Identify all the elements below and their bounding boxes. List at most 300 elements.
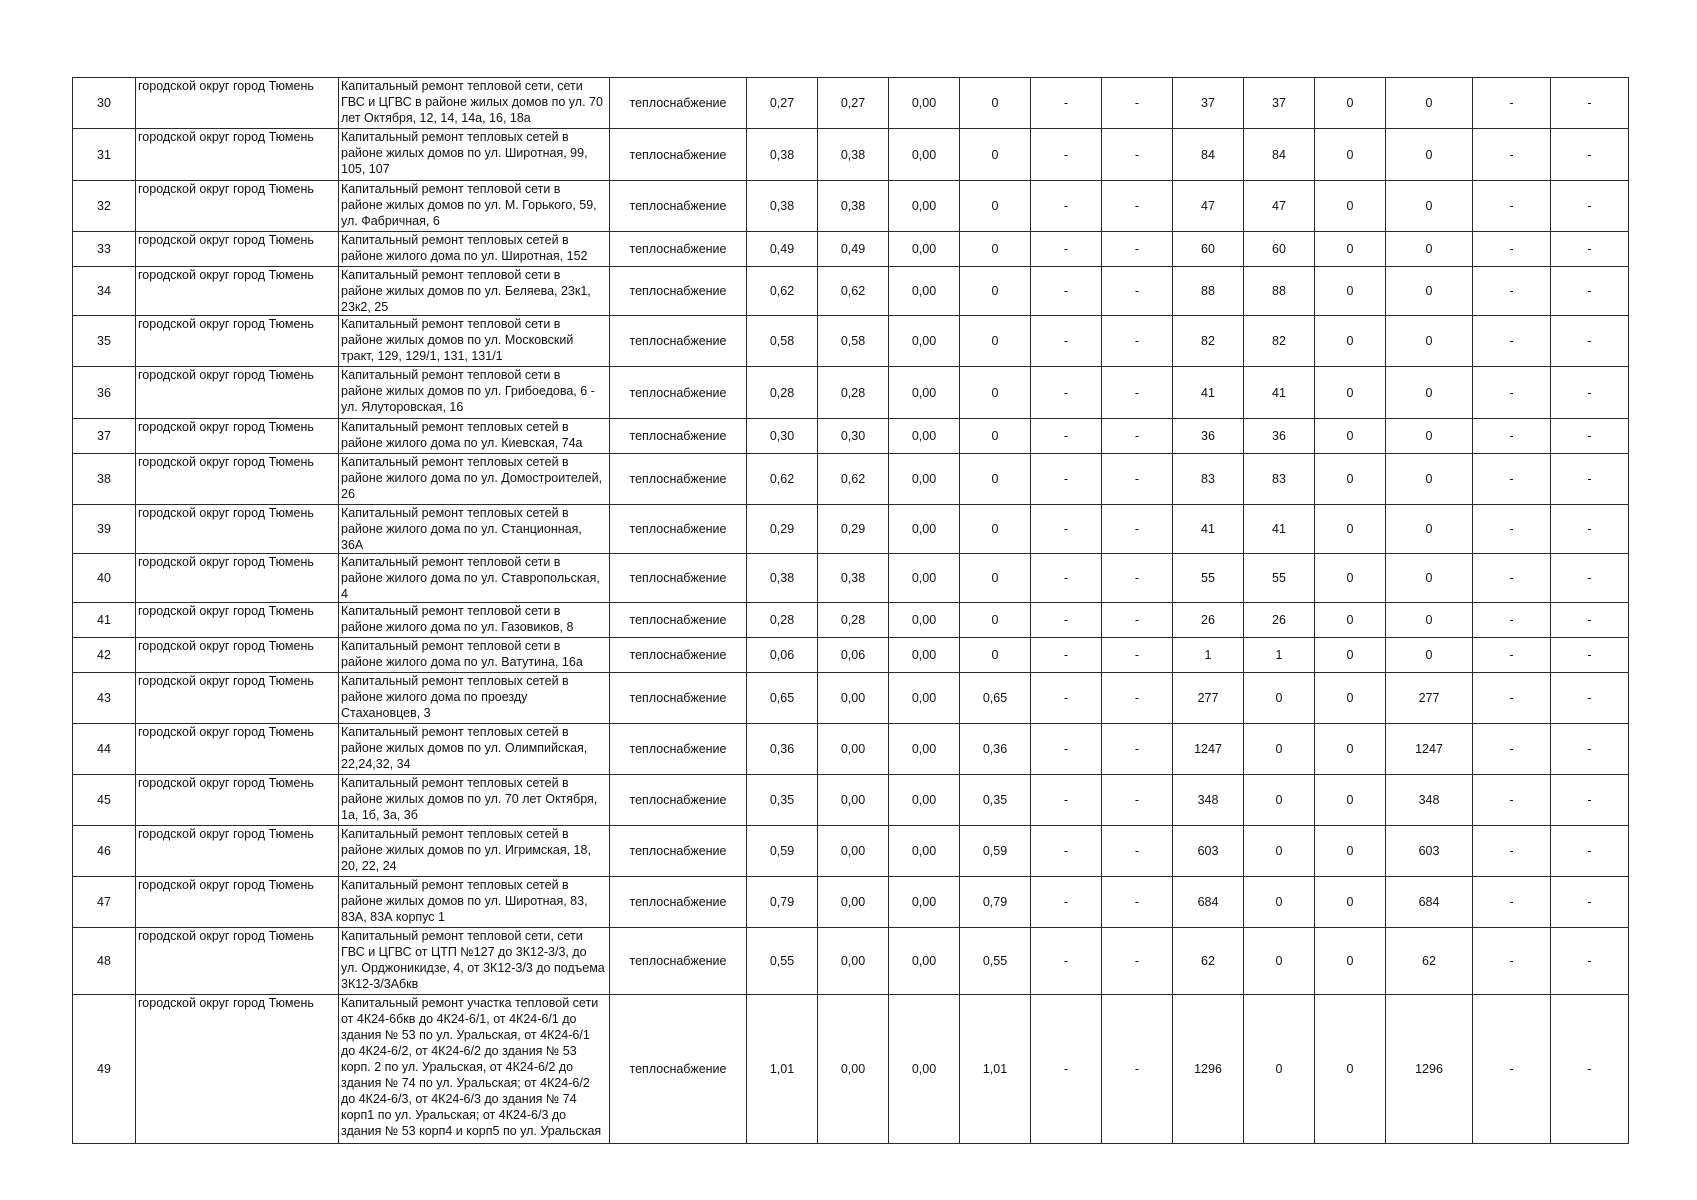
cell-value-12: - — [1551, 505, 1629, 554]
cell-value-3: 0,00 — [889, 995, 960, 1144]
cell-value-2: 0,62 — [818, 267, 889, 316]
cell-value-10: 348 — [1386, 775, 1473, 826]
cell-value-8: 0 — [1244, 928, 1315, 995]
cell-value-10: 0 — [1386, 419, 1473, 454]
cell-value-6: - — [1102, 505, 1173, 554]
cell-value-1: 0,55 — [747, 928, 818, 995]
cell-value-6: - — [1102, 638, 1173, 673]
table-row — [73, 554, 1629, 603]
cell-value-9: 0 — [1315, 232, 1386, 267]
cell-municipality: городской округ город Тюмень — [136, 129, 339, 181]
table-row — [73, 826, 1629, 877]
cell-work-description: Капитальный ремонт тепловой сети, сети ГВС и ЦГВС в районе жилых домов по ул. 70 лет Октября, 12, 14, 14а, 16, 18а — [339, 78, 610, 129]
cell-value-10: 62 — [1386, 928, 1473, 995]
cell-value-7: 83 — [1173, 454, 1244, 505]
cell-value-9: 0 — [1315, 638, 1386, 673]
cell-value-3: 0,00 — [889, 505, 960, 554]
cell-value-8: 60 — [1244, 232, 1315, 267]
cell-value-11: - — [1473, 419, 1551, 454]
cell-municipality: городской округ город Тюмень — [136, 638, 339, 673]
cell-value-6: - — [1102, 267, 1173, 316]
cell-value-3: 0,00 — [889, 129, 960, 181]
cell-work-description: Капитальный ремонт участка тепловой сети от 4К24-6бкв до 4К24-6/1, от 4К24-6/1 до здания № 53 по ул. Уральская, от 4К24-6/1 до 4К24-6/2, от 4К24-6/2 до здания № 53 корп. 2 по ул. Уральская, от 4К24-6/2 до здания № 74 по ул. Уральская; от 4К24-6/2 до 4К24-6/3, от 4К24-6/3 до здания № 74 корп1 по ул. Уральская; от 4К24-6/3 до здания № 53 корп4 и корп5 по ул. Уральская — [339, 995, 610, 1144]
cell-work-description: Капитальный ремонт тепловых сетей в районе жилого дома по проезду Стахановцев, 3 — [339, 673, 610, 724]
cell-value-3: 0,00 — [889, 928, 960, 995]
cell-value-9: 0 — [1315, 129, 1386, 181]
cell-municipality: городской округ город Тюмень — [136, 554, 339, 603]
table-body — [73, 78, 1629, 1144]
cell-value-10: 0 — [1386, 638, 1473, 673]
cell-value-5: - — [1031, 775, 1102, 826]
cell-row-number: 34 — [73, 267, 136, 316]
cell-value-9: 0 — [1315, 673, 1386, 724]
cell-value-6: - — [1102, 181, 1173, 232]
cell-municipality: городской округ город Тюмень — [136, 603, 339, 638]
cell-value-10: 0 — [1386, 267, 1473, 316]
cell-value-4: 0 — [960, 129, 1031, 181]
cell-value-8: 0 — [1244, 724, 1315, 775]
cell-value-12: - — [1551, 673, 1629, 724]
cell-municipality: городской округ город Тюмень — [136, 877, 339, 928]
cell-value-5: - — [1031, 181, 1102, 232]
cell-value-3: 0,00 — [889, 419, 960, 454]
cell-value-5: - — [1031, 928, 1102, 995]
cell-value-10: 0 — [1386, 232, 1473, 267]
cell-value-9: 0 — [1315, 775, 1386, 826]
cell-service-type: теплоснабжение — [610, 554, 747, 603]
cell-service-type: теплоснабжение — [610, 724, 747, 775]
cell-value-9: 0 — [1315, 505, 1386, 554]
cell-value-1: 0,59 — [747, 826, 818, 877]
cell-value-12: - — [1551, 232, 1629, 267]
cell-value-3: 0,00 — [889, 454, 960, 505]
cell-value-4: 0 — [960, 181, 1031, 232]
cell-service-type: теплоснабжение — [610, 826, 747, 877]
cell-value-12: - — [1551, 995, 1629, 1144]
cell-row-number: 39 — [73, 505, 136, 554]
cell-value-7: 1296 — [1173, 995, 1244, 1144]
cell-value-11: - — [1473, 181, 1551, 232]
cell-value-12: - — [1551, 928, 1629, 995]
cell-value-9: 0 — [1315, 181, 1386, 232]
cell-value-12: - — [1551, 826, 1629, 877]
table-row — [73, 877, 1629, 928]
cell-value-6: - — [1102, 78, 1173, 129]
cell-value-11: - — [1473, 877, 1551, 928]
cell-row-number: 41 — [73, 603, 136, 638]
cell-value-11: - — [1473, 603, 1551, 638]
cell-value-5: - — [1031, 232, 1102, 267]
cell-value-8: 47 — [1244, 181, 1315, 232]
cell-value-9: 0 — [1315, 419, 1386, 454]
cell-value-5: - — [1031, 995, 1102, 1144]
cell-value-11: - — [1473, 454, 1551, 505]
cell-service-type: теплоснабжение — [610, 505, 747, 554]
cell-value-9: 0 — [1315, 928, 1386, 995]
cell-value-4: 0 — [960, 454, 1031, 505]
cell-value-3: 0,00 — [889, 267, 960, 316]
cell-service-type: теплоснабжение — [610, 267, 747, 316]
cell-municipality: городской округ город Тюмень — [136, 78, 339, 129]
cell-value-12: - — [1551, 181, 1629, 232]
cell-value-4: 0 — [960, 78, 1031, 129]
cell-municipality: городской округ город Тюмень — [136, 267, 339, 316]
cell-value-4: 0,79 — [960, 877, 1031, 928]
table-row — [73, 775, 1629, 826]
cell-value-3: 0,00 — [889, 673, 960, 724]
cell-value-4: 0 — [960, 267, 1031, 316]
cell-service-type: теплоснабжение — [610, 775, 747, 826]
cell-value-11: - — [1473, 505, 1551, 554]
cell-value-10: 0 — [1386, 129, 1473, 181]
cell-value-12: - — [1551, 603, 1629, 638]
cell-row-number: 43 — [73, 673, 136, 724]
cell-row-number: 48 — [73, 928, 136, 995]
cell-value-5: - — [1031, 78, 1102, 129]
cell-value-3: 0,00 — [889, 877, 960, 928]
cell-municipality: городской округ город Тюмень — [136, 775, 339, 826]
cell-value-10: 0 — [1386, 603, 1473, 638]
cell-work-description: Капитальный ремонт тепловой сети в районе жилого дома по ул. Ставропольская, 4 — [339, 554, 610, 603]
table-row — [73, 419, 1629, 454]
cell-value-10: 603 — [1386, 826, 1473, 877]
cell-value-4: 0 — [960, 505, 1031, 554]
table-row — [73, 316, 1629, 367]
cell-service-type: теплоснабжение — [610, 673, 747, 724]
cell-value-4: 1,01 — [960, 995, 1031, 1144]
cell-value-7: 47 — [1173, 181, 1244, 232]
cell-value-11: - — [1473, 367, 1551, 419]
cell-value-2: 0,06 — [818, 638, 889, 673]
cell-value-3: 0,00 — [889, 724, 960, 775]
cell-value-8: 0 — [1244, 775, 1315, 826]
cell-value-6: - — [1102, 454, 1173, 505]
cell-service-type: теплоснабжение — [610, 928, 747, 995]
cell-work-description: Капитальный ремонт тепловых сетей в районе жилого дома по ул. Широтная, 152 — [339, 232, 610, 267]
cell-value-2: 0,00 — [818, 724, 889, 775]
table-row — [73, 267, 1629, 316]
cell-value-5: - — [1031, 673, 1102, 724]
cell-value-10: 0 — [1386, 181, 1473, 232]
cell-row-number: 38 — [73, 454, 136, 505]
cell-value-10: 684 — [1386, 877, 1473, 928]
cell-value-12: - — [1551, 638, 1629, 673]
cell-value-6: - — [1102, 129, 1173, 181]
cell-value-9: 0 — [1315, 826, 1386, 877]
cell-municipality: городской округ город Тюмень — [136, 419, 339, 454]
cell-value-8: 84 — [1244, 129, 1315, 181]
cell-value-6: - — [1102, 995, 1173, 1144]
cell-value-6: - — [1102, 419, 1173, 454]
cell-value-10: 0 — [1386, 367, 1473, 419]
cell-value-2: 0,38 — [818, 181, 889, 232]
cell-value-10: 1247 — [1386, 724, 1473, 775]
cell-service-type: теплоснабжение — [610, 454, 747, 505]
cell-value-5: - — [1031, 367, 1102, 419]
cell-value-7: 26 — [1173, 603, 1244, 638]
cell-value-1: 0,36 — [747, 724, 818, 775]
cell-value-5: - — [1031, 603, 1102, 638]
cell-value-7: 1247 — [1173, 724, 1244, 775]
cell-value-4: 0 — [960, 232, 1031, 267]
cell-row-number: 36 — [73, 367, 136, 419]
cell-value-11: - — [1473, 928, 1551, 995]
cell-municipality: городской округ город Тюмень — [136, 995, 339, 1144]
cell-value-2: 0,30 — [818, 419, 889, 454]
cell-value-8: 82 — [1244, 316, 1315, 367]
cell-value-7: 55 — [1173, 554, 1244, 603]
cell-value-8: 1 — [1244, 638, 1315, 673]
cell-value-2: 0,27 — [818, 78, 889, 129]
cell-value-3: 0,00 — [889, 603, 960, 638]
cell-value-10: 0 — [1386, 505, 1473, 554]
cell-value-8: 36 — [1244, 419, 1315, 454]
cell-value-8: 83 — [1244, 454, 1315, 505]
cell-value-6: - — [1102, 877, 1173, 928]
cell-value-3: 0,00 — [889, 826, 960, 877]
cell-value-6: - — [1102, 554, 1173, 603]
cell-value-10: 0 — [1386, 316, 1473, 367]
cell-value-9: 0 — [1315, 995, 1386, 1144]
cell-value-3: 0,00 — [889, 554, 960, 603]
cell-value-10: 277 — [1386, 673, 1473, 724]
cell-value-4: 0 — [960, 554, 1031, 603]
cell-value-2: 0,29 — [818, 505, 889, 554]
cell-work-description: Капитальный ремонт тепловых сетей в районе жилых домов по ул. 70 лет Октября, 1а, 1б, 3а, 3б — [339, 775, 610, 826]
cell-row-number: 46 — [73, 826, 136, 877]
cell-service-type: теплоснабжение — [610, 129, 747, 181]
cell-row-number: 47 — [73, 877, 136, 928]
cell-value-12: - — [1551, 554, 1629, 603]
cell-value-4: 0,59 — [960, 826, 1031, 877]
cell-value-7: 60 — [1173, 232, 1244, 267]
cell-value-11: - — [1473, 724, 1551, 775]
cell-value-7: 88 — [1173, 267, 1244, 316]
cell-row-number: 31 — [73, 129, 136, 181]
cell-row-number: 32 — [73, 181, 136, 232]
cell-row-number: 37 — [73, 419, 136, 454]
cell-value-2: 0,00 — [818, 673, 889, 724]
cell-value-2: 0,28 — [818, 603, 889, 638]
cell-work-description: Капитальный ремонт тепловых сетей в районе жилых домов по ул. Широтная, 99, 105, 107 — [339, 129, 610, 181]
cell-service-type: теплоснабжение — [610, 603, 747, 638]
cell-value-8: 55 — [1244, 554, 1315, 603]
cell-value-8: 41 — [1244, 505, 1315, 554]
cell-work-description: Капитальный ремонт тепловых сетей в районе жилых домов по ул. Олимпийская, 22,24,32, 34 — [339, 724, 610, 775]
cell-value-9: 0 — [1315, 367, 1386, 419]
cell-service-type: теплоснабжение — [610, 316, 747, 367]
cell-municipality: городской округ город Тюмень — [136, 826, 339, 877]
cell-value-9: 0 — [1315, 78, 1386, 129]
cell-value-11: - — [1473, 554, 1551, 603]
cell-municipality: городской округ город Тюмень — [136, 724, 339, 775]
cell-work-description: Капитальный ремонт тепловой сети в районе жилых домов по ул. Московский тракт, 129, 129/1, 131, 131/1 — [339, 316, 610, 367]
cell-value-3: 0,00 — [889, 78, 960, 129]
cell-value-2: 0,00 — [818, 826, 889, 877]
cell-value-3: 0,00 — [889, 181, 960, 232]
cell-value-2: 0,58 — [818, 316, 889, 367]
cell-work-description: Капитальный ремонт тепловой сети, сети ГВС и ЦГВС от ЦТП №127 до 3К12-3/3, до ул. Орджоникидзе, 4, от 3К12-3/3 до подъема 3К12-3/3Абкв — [339, 928, 610, 995]
cell-value-8: 41 — [1244, 367, 1315, 419]
cell-municipality: городской округ город Тюмень — [136, 505, 339, 554]
table-row — [73, 232, 1629, 267]
cell-value-5: - — [1031, 724, 1102, 775]
cell-value-11: - — [1473, 267, 1551, 316]
cell-service-type: теплоснабжение — [610, 367, 747, 419]
cell-value-2: 0,28 — [818, 367, 889, 419]
cell-value-12: - — [1551, 129, 1629, 181]
cell-value-2: 0,38 — [818, 129, 889, 181]
cell-value-6: - — [1102, 232, 1173, 267]
cell-value-1: 0,62 — [747, 267, 818, 316]
cell-row-number: 35 — [73, 316, 136, 367]
cell-value-9: 0 — [1315, 454, 1386, 505]
cell-value-12: - — [1551, 877, 1629, 928]
cell-value-1: 0,65 — [747, 673, 818, 724]
cell-municipality: городской округ город Тюмень — [136, 367, 339, 419]
cell-value-3: 0,00 — [889, 367, 960, 419]
cell-value-8: 0 — [1244, 877, 1315, 928]
cell-value-1: 0,38 — [747, 554, 818, 603]
cell-value-2: 0,00 — [818, 928, 889, 995]
cell-value-1: 0,30 — [747, 419, 818, 454]
cell-value-6: - — [1102, 928, 1173, 995]
cell-value-11: - — [1473, 638, 1551, 673]
cell-work-description: Капитальный ремонт тепловой сети в районе жилого дома по ул. Газовиков, 8 — [339, 603, 610, 638]
cell-value-7: 603 — [1173, 826, 1244, 877]
cell-value-5: - — [1031, 267, 1102, 316]
cell-value-4: 0,65 — [960, 673, 1031, 724]
cell-value-5: - — [1031, 638, 1102, 673]
cell-work-description: Капитальный ремонт тепловых сетей в районе жилых домов по ул. Игримская, 18, 20, 22, 24 — [339, 826, 610, 877]
cell-value-6: - — [1102, 603, 1173, 638]
table-row — [73, 928, 1629, 995]
cell-service-type: теплоснабжение — [610, 877, 747, 928]
program-table — [72, 77, 1629, 1144]
cell-value-3: 0,00 — [889, 775, 960, 826]
cell-value-9: 0 — [1315, 603, 1386, 638]
cell-row-number: 44 — [73, 724, 136, 775]
cell-municipality: городской округ город Тюмень — [136, 454, 339, 505]
table-row — [73, 995, 1629, 1144]
cell-value-5: - — [1031, 554, 1102, 603]
cell-work-description: Капитальный ремонт тепловых сетей в районе жилого дома по ул. Станционная, 36А — [339, 505, 610, 554]
cell-value-4: 0 — [960, 316, 1031, 367]
cell-municipality: городской округ город Тюмень — [136, 928, 339, 995]
cell-value-7: 37 — [1173, 78, 1244, 129]
cell-value-4: 0 — [960, 638, 1031, 673]
cell-value-7: 684 — [1173, 877, 1244, 928]
cell-value-6: - — [1102, 673, 1173, 724]
cell-municipality: городской округ город Тюмень — [136, 673, 339, 724]
cell-value-8: 0 — [1244, 673, 1315, 724]
cell-value-10: 0 — [1386, 554, 1473, 603]
cell-row-number: 33 — [73, 232, 136, 267]
cell-value-9: 0 — [1315, 877, 1386, 928]
cell-value-3: 0,00 — [889, 316, 960, 367]
cell-service-type: теплоснабжение — [610, 995, 747, 1144]
cell-value-12: - — [1551, 775, 1629, 826]
table-row — [73, 129, 1629, 181]
cell-value-8: 0 — [1244, 826, 1315, 877]
cell-value-4: 0 — [960, 603, 1031, 638]
cell-value-1: 0,06 — [747, 638, 818, 673]
cell-value-1: 0,35 — [747, 775, 818, 826]
cell-value-7: 36 — [1173, 419, 1244, 454]
cell-value-1: 0,38 — [747, 181, 818, 232]
table-row — [73, 454, 1629, 505]
cell-value-3: 0,00 — [889, 232, 960, 267]
cell-value-7: 84 — [1173, 129, 1244, 181]
cell-value-12: - — [1551, 724, 1629, 775]
table-row — [73, 638, 1629, 673]
cell-work-description: Капитальный ремонт тепловой сети в районе жилых домов по ул. М. Горького, 59, ул. Фабричная, 6 — [339, 181, 610, 232]
cell-value-12: - — [1551, 78, 1629, 129]
cell-value-1: 0,27 — [747, 78, 818, 129]
cell-value-1: 0,28 — [747, 367, 818, 419]
cell-value-4: 0 — [960, 367, 1031, 419]
cell-value-11: - — [1473, 316, 1551, 367]
table-row — [73, 367, 1629, 419]
cell-value-8: 88 — [1244, 267, 1315, 316]
cell-value-7: 1 — [1173, 638, 1244, 673]
cell-value-1: 0,29 — [747, 505, 818, 554]
cell-value-5: - — [1031, 129, 1102, 181]
cell-value-4: 0,35 — [960, 775, 1031, 826]
cell-value-5: - — [1031, 505, 1102, 554]
cell-value-11: - — [1473, 129, 1551, 181]
cell-row-number: 49 — [73, 995, 136, 1144]
cell-value-11: - — [1473, 995, 1551, 1144]
cell-value-8: 37 — [1244, 78, 1315, 129]
cell-value-5: - — [1031, 419, 1102, 454]
cell-value-6: - — [1102, 724, 1173, 775]
cell-value-3: 0,00 — [889, 638, 960, 673]
table-row — [73, 724, 1629, 775]
table-row — [73, 78, 1629, 129]
cell-work-description: Капитальный ремонт тепловой сети в районе жилого дома по ул. Ватутина, 16а — [339, 638, 610, 673]
cell-value-1: 0,58 — [747, 316, 818, 367]
table-row — [73, 603, 1629, 638]
cell-value-1: 0,38 — [747, 129, 818, 181]
cell-work-description: Капитальный ремонт тепловых сетей в районе жилых домов по ул. Широтная, 83, 83А, 83А корпус 1 — [339, 877, 610, 928]
cell-value-5: - — [1031, 454, 1102, 505]
cell-value-5: - — [1031, 877, 1102, 928]
cell-value-10: 0 — [1386, 78, 1473, 129]
cell-value-1: 1,01 — [747, 995, 818, 1144]
cell-value-11: - — [1473, 673, 1551, 724]
cell-value-1: 0,28 — [747, 603, 818, 638]
cell-value-2: 0,38 — [818, 554, 889, 603]
cell-value-5: - — [1031, 826, 1102, 877]
table-row — [73, 181, 1629, 232]
cell-value-11: - — [1473, 826, 1551, 877]
cell-value-12: - — [1551, 454, 1629, 505]
cell-row-number: 40 — [73, 554, 136, 603]
cell-service-type: теплоснабжение — [610, 638, 747, 673]
cell-value-1: 0,79 — [747, 877, 818, 928]
cell-value-1: 0,62 — [747, 454, 818, 505]
cell-value-12: - — [1551, 316, 1629, 367]
cell-value-12: - — [1551, 367, 1629, 419]
cell-value-11: - — [1473, 78, 1551, 129]
cell-value-7: 277 — [1173, 673, 1244, 724]
cell-value-8: 0 — [1244, 995, 1315, 1144]
cell-value-10: 0 — [1386, 454, 1473, 505]
cell-work-description: Капитальный ремонт тепловой сети в районе жилых домов по ул. Беляева, 23к1, 23к2, 25 — [339, 267, 610, 316]
cell-value-7: 62 — [1173, 928, 1244, 995]
cell-value-9: 0 — [1315, 316, 1386, 367]
